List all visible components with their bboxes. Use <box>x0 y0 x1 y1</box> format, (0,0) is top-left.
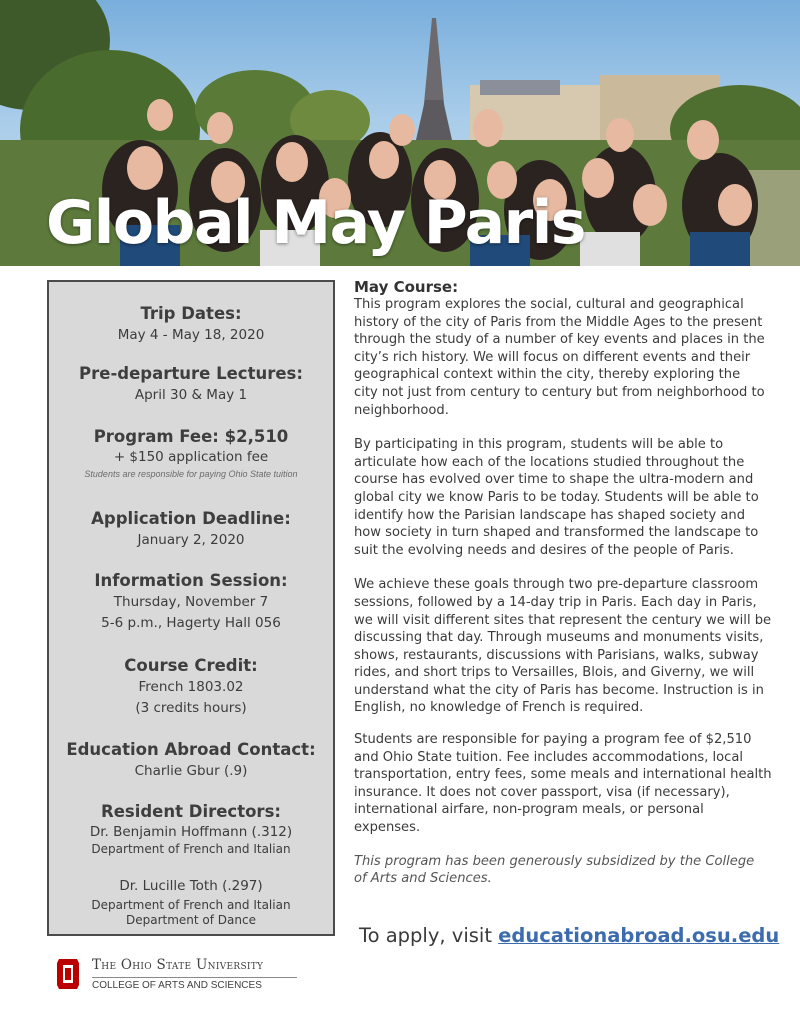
text-line: We achieve these goals through two pre-departure classroom <box>354 577 759 593</box>
text-line: how society in turn shaped and transformed the landscape to <box>354 525 759 541</box>
apply-line <box>359 924 779 947</box>
page-title: Global May Paris <box>46 188 585 258</box>
contact-name: Charlie Gbur (.9) <box>134 763 248 779</box>
text-line: Students are responsible for paying a program fee of $2,510 <box>354 732 752 748</box>
text-line: insurance. It does not cover passport, visa (if necessary), <box>354 784 730 800</box>
college-name: COLLEGE OF ARTS AND SCIENCES <box>92 980 262 991</box>
course-number: French 1803.02 <box>138 679 244 695</box>
director-1-department: Department of French and Italian <box>91 842 291 856</box>
trip-dates-heading: Trip Dates: <box>140 304 242 323</box>
program-details-sidebar <box>47 280 335 936</box>
text-line: international airfare, non-program meals, or personal <box>354 802 704 818</box>
section-heading: May Course: <box>354 278 459 296</box>
text-line: history of the city of Paris from the Middle Ages to the present <box>354 314 763 330</box>
directors-heading: Resident Directors: <box>101 802 281 821</box>
university-name-text: The Ohio State University <box>92 957 264 973</box>
program-fee-heading: Program Fee: $2,510 <box>93 427 289 446</box>
text-line: This program explores the social, cultural and geographical <box>354 297 744 312</box>
text-line: shows, restaurants, discussions with Parisians, walks, subway <box>354 647 759 663</box>
university-logo <box>56 955 306 995</box>
university-name <box>92 957 263 973</box>
block-o-logo-icon <box>56 957 80 991</box>
trip-dates: May 4 - May 18, 2020 <box>117 327 265 343</box>
text-line: By participating in this program, students will be able to <box>354 437 724 453</box>
apply-link[interactable]: educationabroad.osu.edu <box>498 924 780 947</box>
text-line: we will visit different sites that represent the century we will be <box>354 612 772 628</box>
text-line: neighborhood. <box>354 402 449 418</box>
text-line: global city we know Paris to be today. Students will be able to <box>354 489 759 505</box>
text-line: city’s rich history. We will focus on different events and their <box>354 349 751 365</box>
text-line: of Arts and Sciences. <box>354 871 492 887</box>
director-2-department-2: Department of Dance <box>126 913 256 927</box>
paragraph-subsidy-note <box>354 853 754 888</box>
text-line: course has evolved over time to shape the ultra-modern and <box>354 472 754 488</box>
director-2-department: Department of French and Italian <box>91 898 291 912</box>
text-line: and Ohio State tuition. Fee includes accommodations, local <box>354 749 744 765</box>
paragraph-overview <box>354 296 765 419</box>
text-line: rides, and short trips to Versailles, Blois, and Giverny, we will <box>354 665 755 681</box>
info-session-time: 5-6 p.m., Hagerty Hall 056 <box>101 615 281 631</box>
text-line: This program has been generously subsidized by the College <box>354 853 755 869</box>
text-line: articulate how each of the locations studied throughout the <box>354 454 745 470</box>
paragraph-activities <box>354 576 772 717</box>
text-line: through the study of a number of key events and places in the <box>354 332 765 348</box>
credit-hours: (3 credits hours) <box>135 700 247 716</box>
text-line: city not just from century to century but from neighborhood to <box>354 384 765 400</box>
text-line: suit the evolving needs and desires of the people of Paris. <box>354 542 734 558</box>
deadline-heading: Application Deadline: <box>91 509 291 528</box>
apply-prefix: To apply, visit <box>359 924 499 947</box>
director-1-name: Dr. Benjamin Hoffmann (.312) <box>89 824 293 840</box>
info-session-day: Thursday, November 7 <box>113 594 269 610</box>
predeparture-dates: April 30 & May 1 <box>134 387 248 403</box>
paragraph-fees <box>354 731 772 837</box>
course-description <box>354 278 772 888</box>
predeparture-heading: Pre-departure Lectures: <box>79 364 303 383</box>
director-2-name: Dr. Lucille Toth (.297) <box>119 878 263 894</box>
contact-heading: Education Abroad Contact: <box>66 740 316 759</box>
info-session-heading: Information Session: <box>94 571 288 590</box>
text-line: discussing that day. Through museums and monuments visits, <box>354 630 764 646</box>
text-line: identify how the Parisian landscape has shaped society and <box>354 507 746 523</box>
text-line: geographical context within the city, thereby exploring the <box>354 367 741 383</box>
text-line: English, no knowledge of French is required. <box>354 700 644 716</box>
text-line: expenses. <box>354 820 421 836</box>
logo-divider <box>92 977 297 978</box>
deadline-date: January 2, 2020 <box>137 532 245 548</box>
text-line: sessions, followed by a 14-day trip in Paris. Each day in Paris, <box>354 594 757 610</box>
hero-photo <box>0 0 800 266</box>
tuition-note: Students are responsible for paying Ohio State tuition <box>84 469 298 479</box>
course-credit-heading: Course Credit: <box>124 656 258 675</box>
text-line: understand what the city of Paris has become. Instruction is in <box>354 682 764 698</box>
text-line: transportation, entry fees, some meals and international health <box>354 767 772 783</box>
paragraph-outcomes <box>354 436 759 559</box>
application-fee: + $150 application fee <box>113 449 269 465</box>
